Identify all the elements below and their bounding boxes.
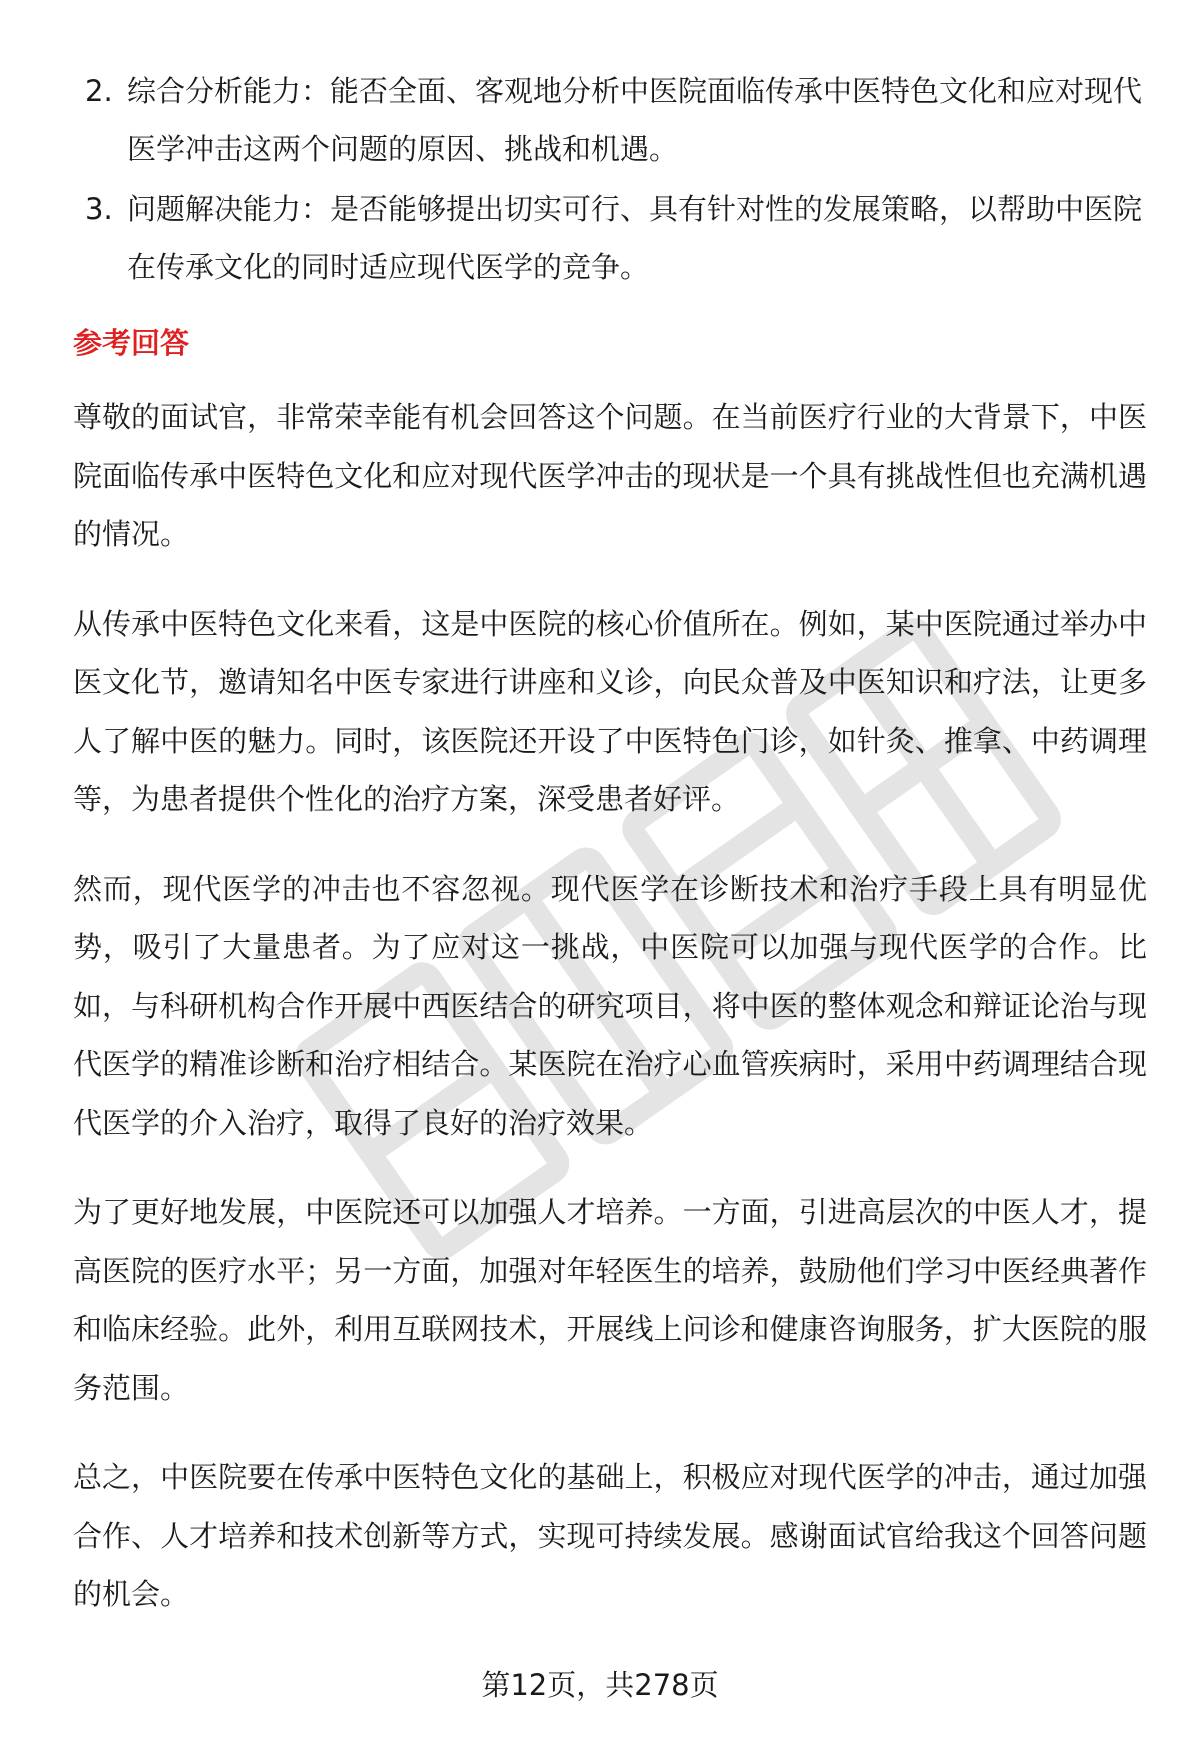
document-page xyxy=(73,62,1147,1655)
page-number-footer: 第12页，共278页 xyxy=(481,1668,719,1702)
section-heading-reference-answer: 参考回答 xyxy=(73,326,190,360)
list-number: 2. xyxy=(85,74,113,108)
criterion-text: 问题解决能力：是否能够提出切实可行、具有针对性的发展策略，以帮助中医院在传承文化的同时适应现代医学的竞争。 xyxy=(127,192,1143,284)
criterion-text: 综合分析能力：能否全面、客观地分析中医院面临传承中医特色文化和应对现代医学冲击这两个问题的原因、挑战和机遇。 xyxy=(127,74,1143,166)
criterion-item-2 xyxy=(73,62,1147,178)
paragraph-talent: 为了更好地发展，中医院还可以加强人才培养。一方面，引进高层次的中医人才，提高医院的医疗水平；另一方面，加强对年轻医生的培养，鼓励他们学习中医经典著作和临床经验。此外，利用互联网技术，开展线上问诊和健康咨询服务，扩大医院的服务范围。 xyxy=(73,1195,1147,1405)
paragraph-intro: 尊敬的面试官，非常荣幸能有机会回答这个问题。在当前医疗行业的大背景下，中医院面临传承中医特色文化和应对现代医学冲击的现状是一个具有挑战性但也充满机遇的情况。 xyxy=(73,400,1147,551)
list-number: 3. xyxy=(85,192,113,226)
paragraph-culture: 从传承中医特色文化来看，这是中医院的核心价值所在。例如，某中医院通过举办中医文化节，邀请知名中医专家进行讲座和义诊，向民众普及中医知识和疗法，让更多人了解中医的魅力。同时，该医院还开设了中医特色门诊，如针灸、推拿、中药调理等，为患者提供个性化的治疗方案，深受患者好评。 xyxy=(73,606,1147,816)
criterion-item-3 xyxy=(73,180,1147,296)
paragraph-modern-medicine: 然而，现代医学的冲击也不容忽视。现代医学在诊断技术和治疗手段上具有明显优势，吸引了大量患者。为了应对这一挑战，中医院可以加强与现代医学的合作。比如，与科研机构合作开展中西医结合的研究项目，将中医的整体观念和辩证论治与现代医学的精准诊断和治疗相结合。某医院在治疗心血管疾病时，采用中药调理结合现代医学的介入治疗，取得了良好的治疗效果。 xyxy=(73,871,1147,1140)
paragraph-conclusion: 总之，中医院要在传承中医特色文化的基础上，积极应对现代医学的冲击，通过加强合作、人才培养和技术创新等方式，实现可持续发展。感谢面试官给我这个回答问题的机会。 xyxy=(73,1460,1147,1611)
